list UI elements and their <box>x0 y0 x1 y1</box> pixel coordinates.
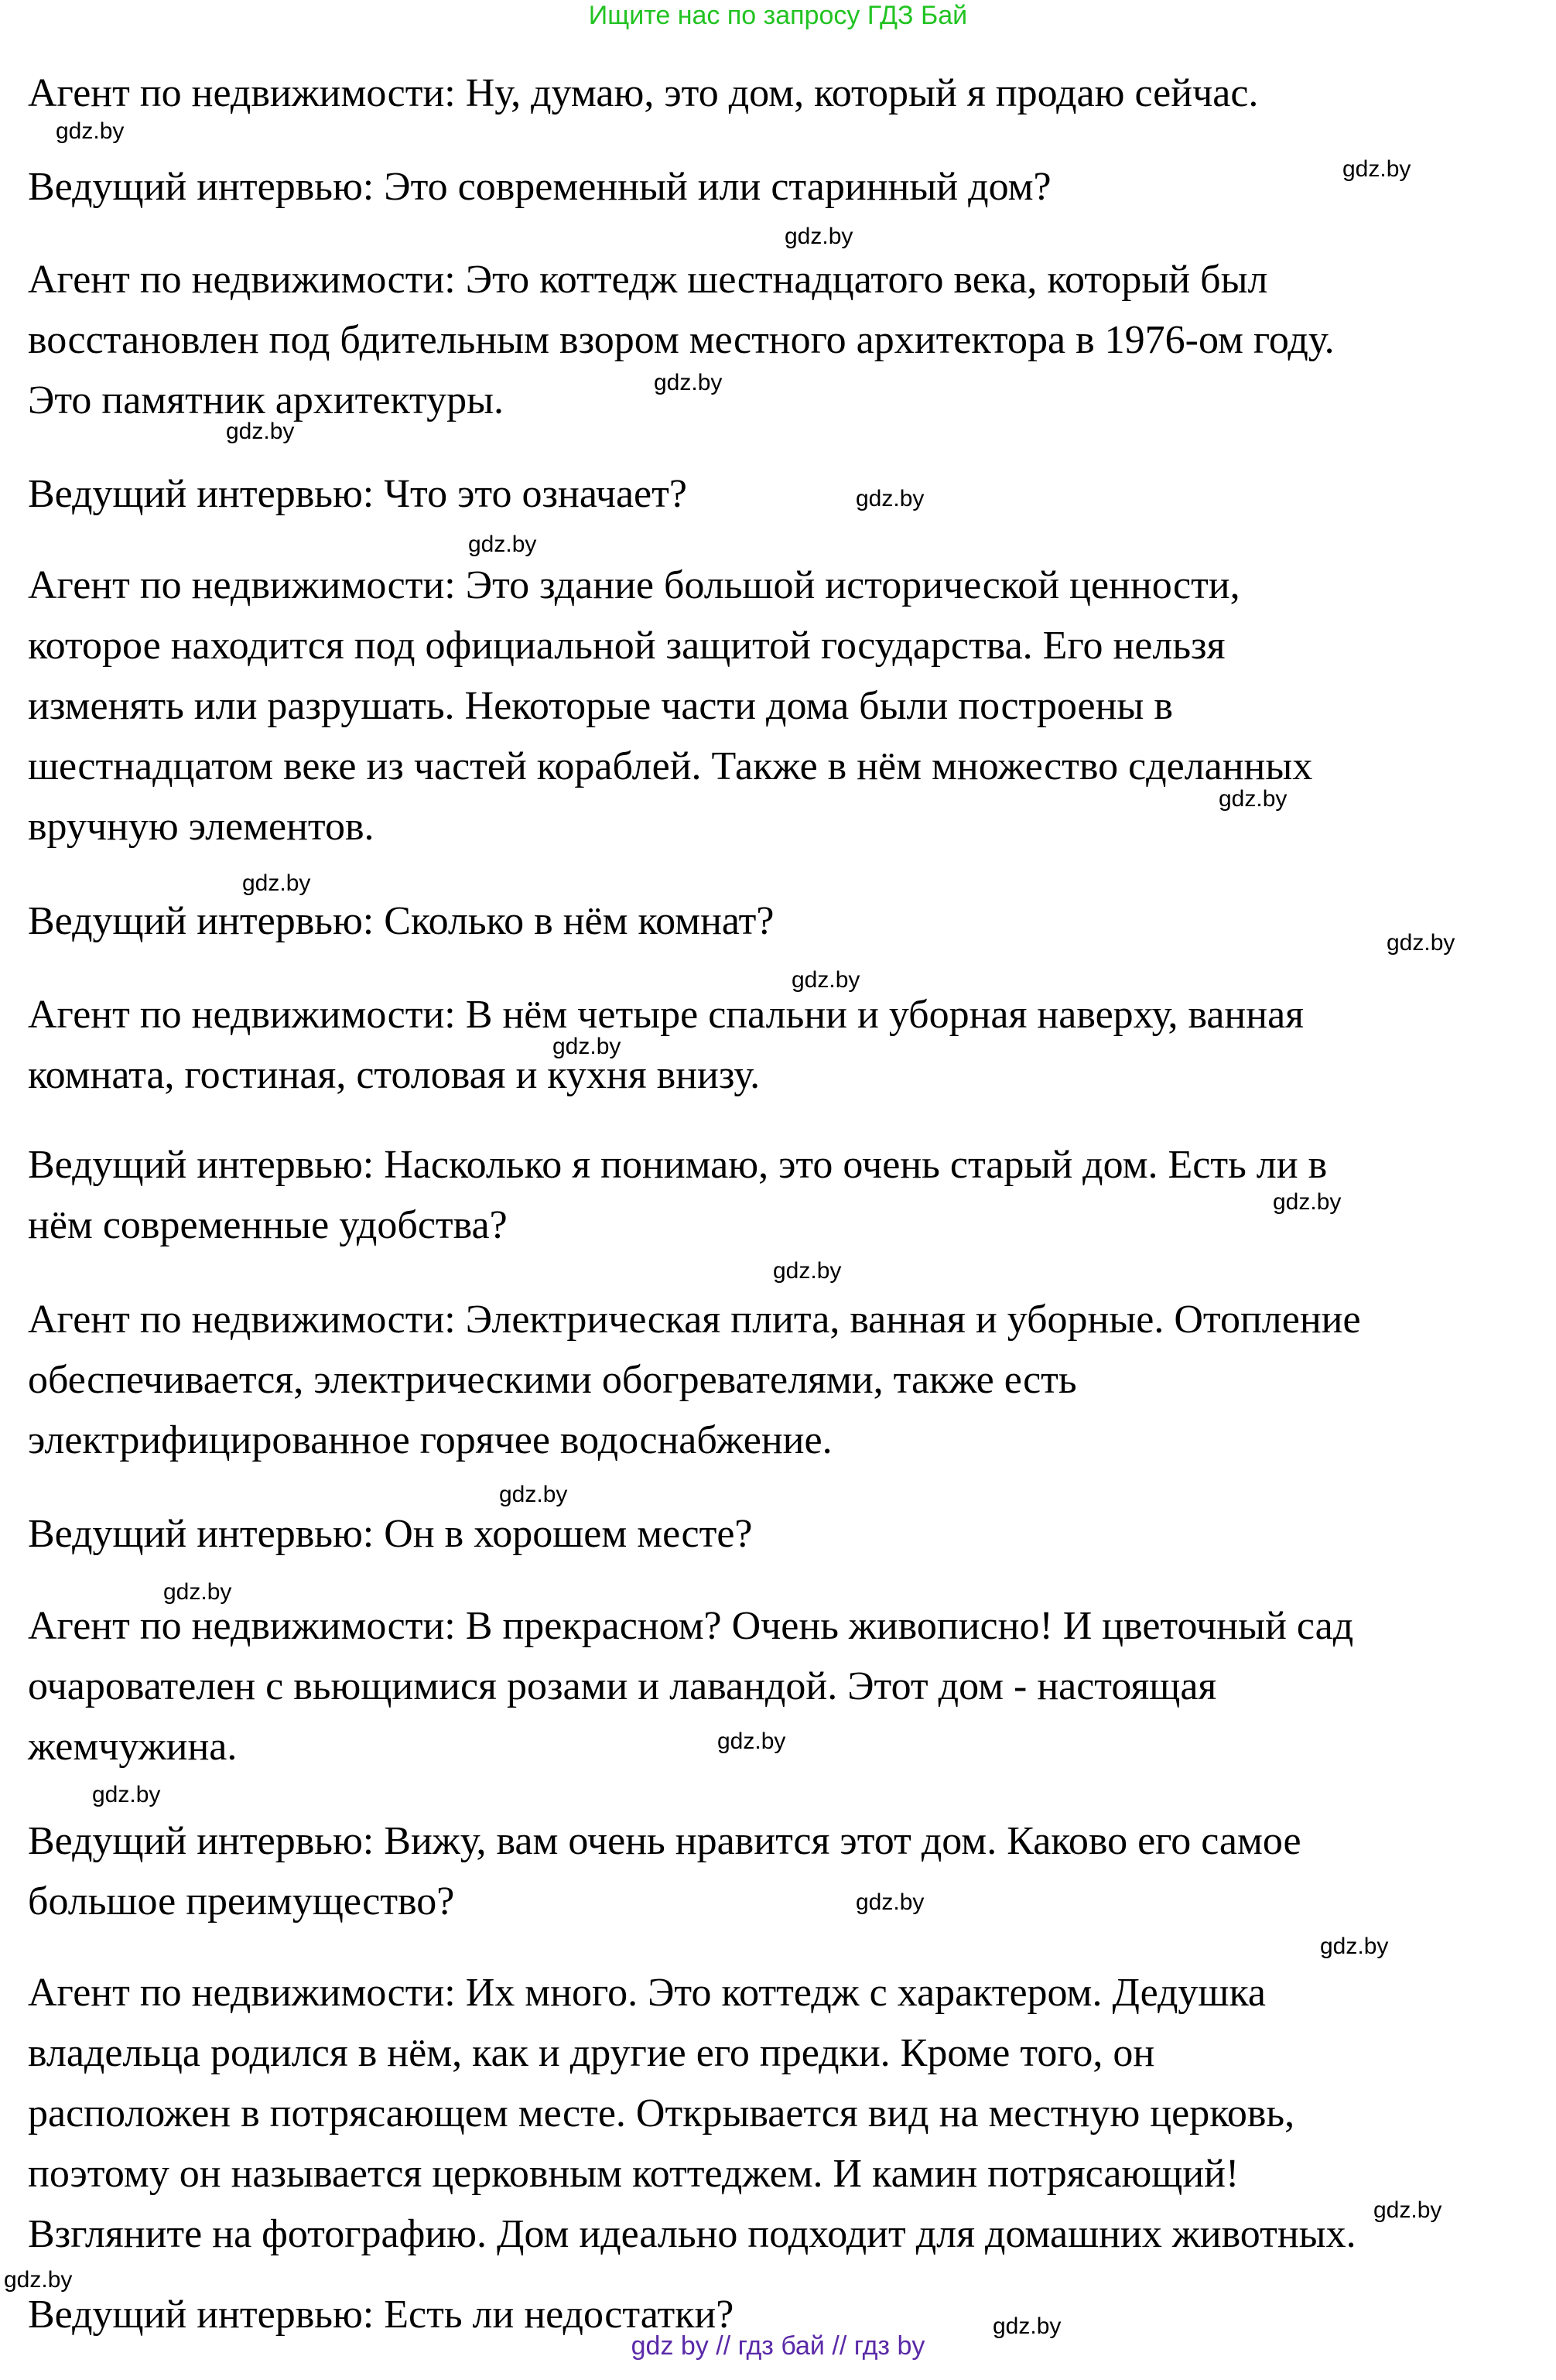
watermark: gdz.by <box>1342 156 1411 182</box>
watermark: gdz.by <box>4 2267 73 2293</box>
watermark: gdz.by <box>717 1729 786 1754</box>
dialogue-line-interviewer-2: Ведущий интервью: Что это означает? <box>28 472 687 516</box>
watermark: gdz.by <box>163 1579 232 1605</box>
watermark: gdz.by <box>993 2313 1062 2339</box>
dialogue-line-interviewer-3: Ведущий интервью: Сколько в нём комнат? <box>28 899 775 943</box>
watermark: gdz.by <box>1273 1189 1342 1215</box>
dialogue-line-interviewer-4: Ведущий интервью: Насколько я понимаю, это очень старый дом. Есть ли в нём современные удобства? <box>28 1143 1328 1247</box>
site-header-banner: Ищите нас по запросу ГДЗ Бай <box>588 1 968 30</box>
dialogue-line-agent-2: Агент по недвижимости: Это коттедж шестнадцатого века, который был восстановлен под бдительным взором местного архитектора в 1976-ом году. Это памятник архитектуры. <box>28 258 1335 422</box>
watermark: gdz.by <box>242 870 311 896</box>
watermark: gdz.by <box>56 118 125 144</box>
site-footer-banner: gdz by // гдз бай // гдз by <box>631 2331 925 2361</box>
dialogue-line-agent-6: Агент по недвижимости: В прекрасном? Очень живописно! И цветочный сад очарователен с вьющимися розами и лавандой. Этот дом - настоящая жемчужина. <box>28 1604 1354 1769</box>
dialogue-line-interviewer-7: Ведущий интервью: Есть ли недостатки? <box>28 2293 734 2337</box>
watermark: gdz.by <box>792 967 860 993</box>
watermark: gdz.by <box>552 1034 621 1059</box>
watermark: gdz.by <box>499 1482 568 1507</box>
dialogue-line-agent-1: Агент по недвижимости: Ну, думаю, это дом, который я продаю сейчас. <box>28 71 1259 115</box>
watermark: gdz.by <box>1373 2197 1442 2223</box>
dialogue-line-interviewer-1: Ведущий интервью: Это современный или старинный дом? <box>28 165 1052 209</box>
dialogue-line-interviewer-6: Ведущий интервью: Вижу, вам очень нравится этот дом. Каково его самое большое преимущество? <box>28 1819 1301 1923</box>
watermark: gdz.by <box>773 1258 842 1284</box>
watermark: gdz.by <box>1219 786 1288 812</box>
watermark: gdz.by <box>468 532 537 557</box>
watermark: gdz.by <box>1320 1934 1389 1959</box>
watermark: gdz.by <box>856 486 925 511</box>
dialogue-line-agent-4: Агент по недвижимости: В нём четыре спальни и уборная наверху, ванная комната, гостиная, столовая и кухня внизу. <box>28 993 1305 1097</box>
dialogue-line-interviewer-5: Ведущий интервью: Он в хорошем месте? <box>28 1512 753 1556</box>
watermark: gdz.by <box>226 419 295 444</box>
dialogue-line-agent-5: Агент по недвижимости: Электрическая плита, ванная и уборные. Отопление обеспечивается, электрическими обогревателями, также есть электрифицированное горячее водоснабжение. <box>28 1298 1361 1462</box>
dialogue-line-agent-3: Агент по недвижимости: Это здание большой исторической ценности, которое находится под официальной защитой государства. Его нельзя изменять или разрушать. Некоторые части дома были построены в шестнадцатом веке из частей кораблей. Также в нём множество сделанных вручную элементов. <box>28 563 1313 849</box>
watermark: gdz.by <box>785 224 853 249</box>
watermark: gdz.by <box>654 370 723 395</box>
watermark: gdz.by <box>856 1889 925 1915</box>
watermark: gdz.by <box>1387 930 1455 956</box>
dialogue-line-agent-7: Агент по недвижимости: Их много. Это коттедж с характером. Дедушка владельца родился в нём, как и другие его предки. Кроме того, он расположен в потрясающем месте. Открывается вид на местную церковь, поэтому он называется церковным коттеджем. И камин потрясающий! Взгляните на фотографию. Дом идеально подходит для домашних животных. <box>28 1971 1356 2256</box>
watermark: gdz.by <box>92 1782 161 1807</box>
